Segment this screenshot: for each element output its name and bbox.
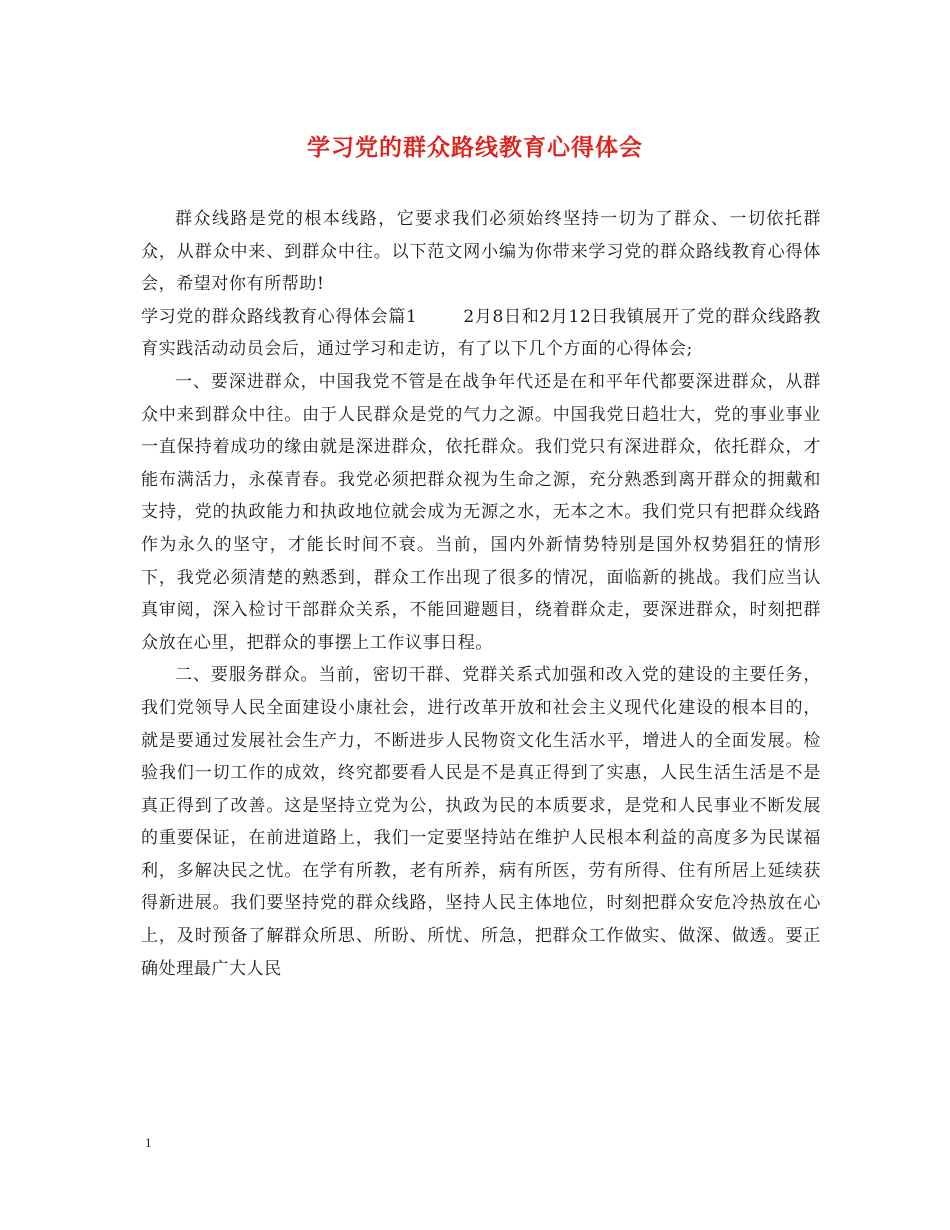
article-lead: 2月8日和2月12日我镇展开了党的群众线路教育实践活动动员会后，通过学习和走访，有了以下几个方面的心得体会;: [141, 306, 821, 360]
paragraph-1: 一、要深进群众，中国我党不管是在战争年代还是在和平年代都要深进群众，从群众中来到群众中往。由于人民群众是党的气力之源。中国我党日趋壮大，党的事业事业一直保持着成功的缘由就是深进群众，依托群众。我们党只有深进群众，依托群众，才能布满活力，永葆青春。我党必须把群众视为生命之源，充分熟悉到离开群众的拥戴和支持，党的执政能力和执政地位就会成为无源之水，无本之木。我们党只有把群众线路作为永久的坚守，才能长时间不衰。当前，国内外新情势特别是国外权势猖狂的情形下，我党必须清楚的熟悉到，群众工作出现了很多的情况，面临新的挑战。我们应当认真审阅，深入检讨干部群众关系，不能回避题目，绕着群众走，要深进群众，时刻把群众放在心里，把群众的事摆上工作议事日程。: [141, 371, 821, 653]
document-body: [141, 203, 821, 985]
article-heading: 学习党的群众路线教育心得体会篇1: [141, 306, 418, 327]
article-lead-paragraph: [141, 301, 821, 366]
paragraph-2: 二、要服务群众。当前，密切干群、党群关系式加强和改入党的建设的主要任务，我们党领导人民全面建设小康社会，进行改革开放和社会主义现代化建设的根本目的，就是要通过发展社会生产力，不断进步人民物资文化生活水平，增进人的全面发展。检验我们一切工作的成效，终究都要看人民是不是真正得到了实惠，人民生活生活是不是真正得到了改善。这是坚持立党为公，执政为民的本质要求，是党和人民事业不断发展的重要保证，在前进道路上，我们一定要坚持站在维护人民根本利益的高度多为民谋福利，多解决民之忧。在学有所教，老有所养，病有所医，劳有所得、住有所居上延续获得新进展。我们要坚持党的群众线路，坚持人民主体地位，时刻把群众安危冷热放在心上，及时预备了解群众所思、所盼、所忧、所急，把群众工作做实、做深、做透。要正确处理最广大人民: [141, 665, 821, 979]
page-number: 1: [145, 1135, 152, 1150]
document-title: 学习党的群众路线教育心得体会: [307, 134, 643, 161]
intro-paragraph: 群众线路是党的根本线路，它要求我们必须始终坚持一切为了群众、一切依托群众，从群众中来、到群众中往。以下范文网小编为你带来学习党的群众路线教育心得体会，希望对你有所帮助!: [141, 209, 821, 295]
